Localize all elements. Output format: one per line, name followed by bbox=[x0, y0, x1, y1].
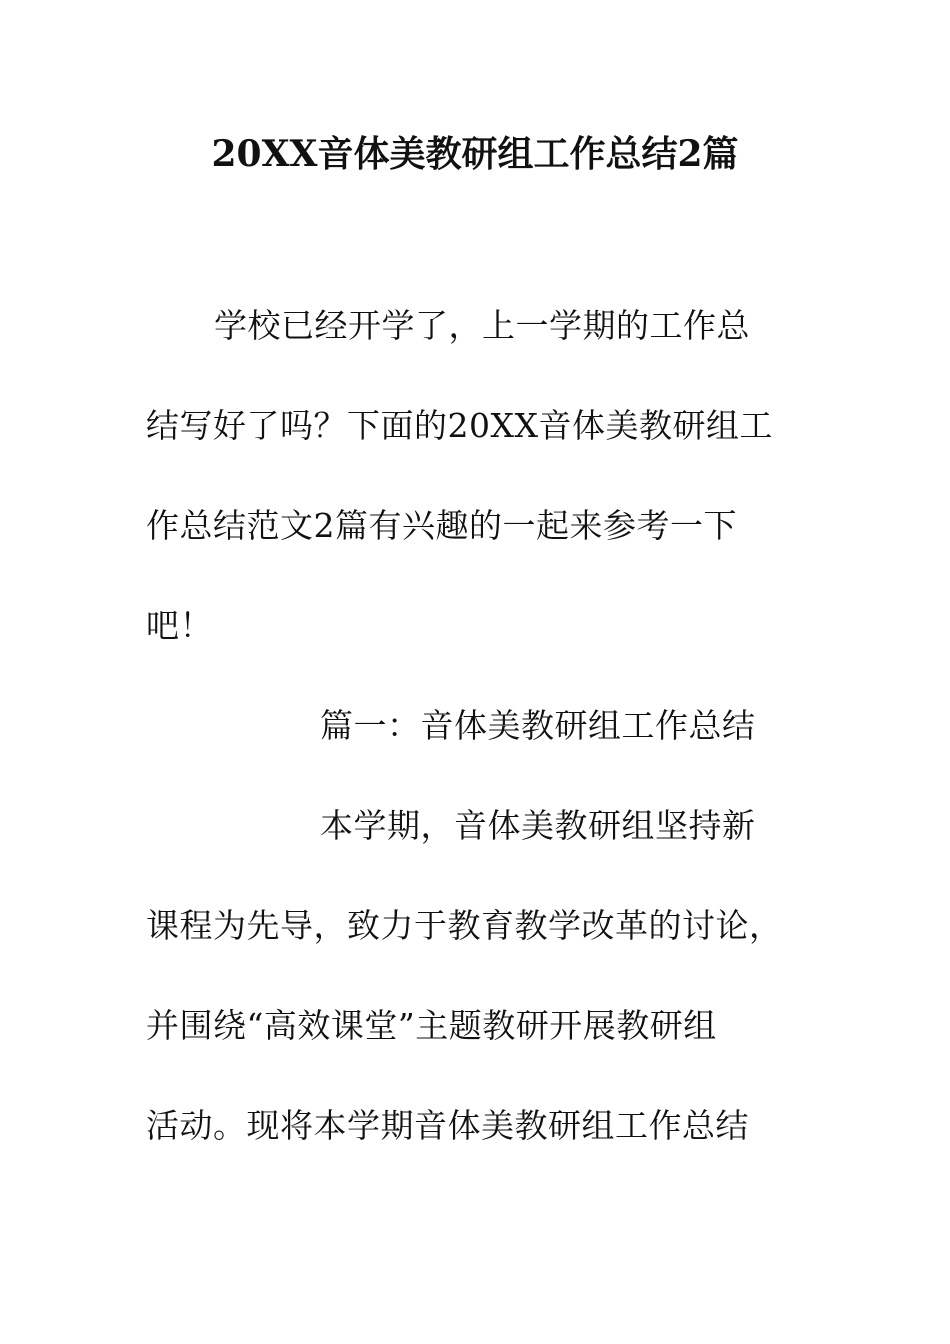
body-line-2: 课程为先导，致力于教育教学改革的讨论， bbox=[146, 906, 783, 945]
body-line-3: 并围绕“高效课堂”主题教研开展教研组 bbox=[146, 1006, 717, 1045]
intro-line-1: 学校已经开学了，上一学期的工作总 bbox=[214, 306, 750, 345]
body-line-4: 活动。现将本学期音体美教研组工作总结 bbox=[146, 1106, 749, 1145]
intro-line-2: 结写好了吗？下面的20XX音体美教研组工 bbox=[146, 406, 773, 445]
section-heading: 篇一：音体美教研组工作总结 bbox=[320, 706, 756, 745]
intro-line-3: 作总结范文2篇有兴趣的一起来参考一下 bbox=[146, 506, 737, 545]
document-title: 20XX音体美教研组工作总结2篇 bbox=[211, 133, 739, 175]
body-line-1: 本学期，音体美教研组坚持新 bbox=[320, 806, 756, 845]
intro-line-4: 吧！ bbox=[146, 606, 213, 645]
